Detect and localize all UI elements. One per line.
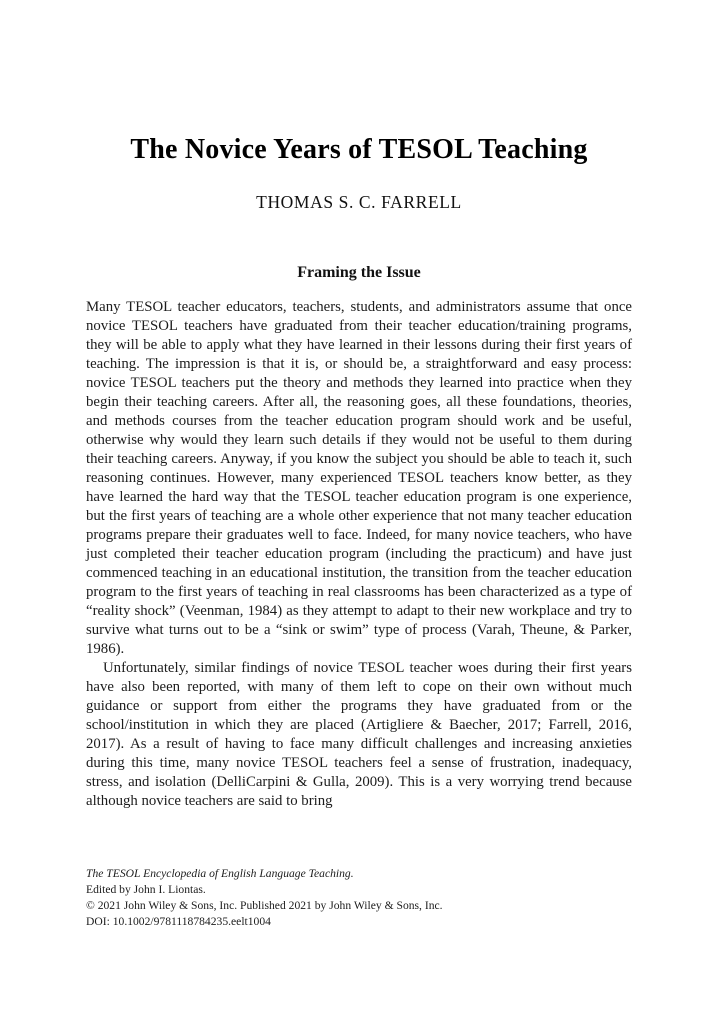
- author-name: THOMAS S. C. FARRELL: [256, 192, 462, 212]
- article-content: [86, 0, 632, 811]
- body-text: [86, 298, 632, 811]
- section-heading: Framing the Issue: [297, 264, 421, 281]
- footnote-doi: DOI: 10.1002/9781118784235.eelt1004: [86, 915, 271, 928]
- article-title: The Novice Years of TESOL Teaching: [130, 134, 588, 165]
- footnote-edited-by: Edited by John I. Liontas.: [86, 883, 206, 896]
- footnote-series-title: The TESOL Encyclopedia of English Language Teaching.: [86, 867, 354, 880]
- footnote-block: [86, 866, 632, 930]
- paragraph-1: Many TESOL teacher educators, teachers, students, and administrators assume that once novice TESOL teachers have graduated from their teacher education/training programs, they will be able to apply what they have learned in their lessons during their first years of teaching. The impression is that it is, or should be, a straightforward and easy process: novice TESOL teachers put the theory and methods they learned into practice when they begin their teaching careers. After all, the reasoning goes, all these foundations, theories, and methods courses from the teacher education program should work and be useful, otherwise why would they learn such details if they would not be useful to them during their teaching careers. Anyway, if you know the subject you should be able to teach it, such reasoning continues. However, many experienced TESOL teachers know better, as they have learned the hard way that the TESOL teacher education program is one experience, but the first years of teaching are a whole other experience that not many teacher education programs prepare their graduates well to face. Indeed, for many novice teachers, who have just completed their teacher education program (including the practicum) and have just commenced teaching in an educational institution, the transition from the teacher education program to the first years of teaching in real classrooms has been characterized as a type of “reality shock” (Veenman, 1984) as they attempt to adapt to their new workplace and try to survive what turns out to be a “sink or swim” type of process (Varah, Theune, & Parker, 1986).: [86, 299, 632, 657]
- footnote-copyright: © 2021 John Wiley & Sons, Inc. Published 2021 by John Wiley & Sons, Inc.: [86, 899, 443, 912]
- paragraph-2: Unfortunately, similar findings of novice TESOL teacher woes during their first years have also been reported, with many of them left to cope on their own without much guidance or support from either the programs they have graduated from or the school/institution in which they are placed (Artigliere & Baecher, 2017; Farrell, 2016, 2017). As a result of having to face many difficult challenges and increasing anxieties during this time, many novice TESOL teachers feel a sense of frustration, inadequacy, stress, and isolation (DelliCarpini & Gulla, 2009). This is a very worrying trend because although novice teachers are said to bring: [86, 660, 632, 809]
